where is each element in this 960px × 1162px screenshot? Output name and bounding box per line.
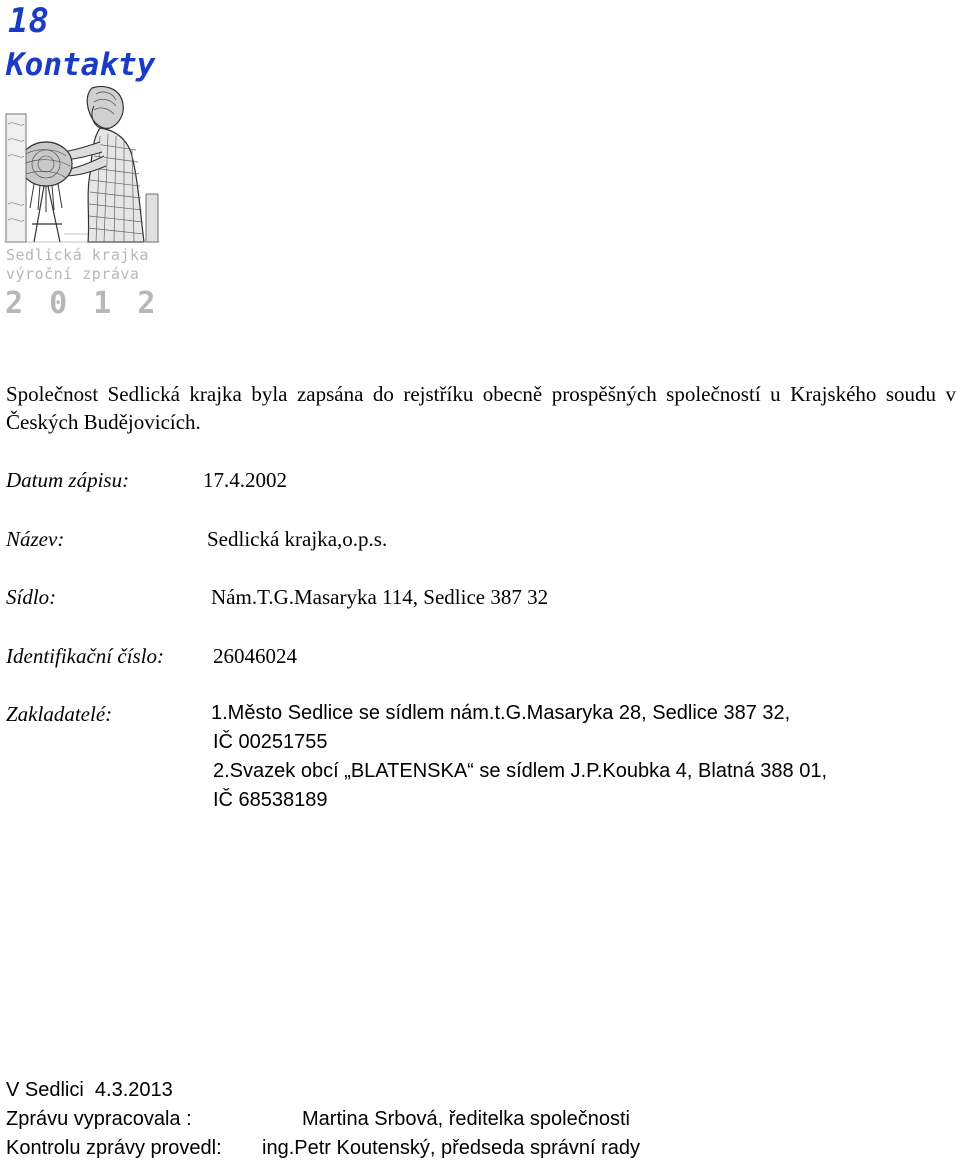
seat-label: Sídlo:: [6, 585, 57, 609]
name-value: Sedlická krajka,o.p.s.: [207, 527, 388, 551]
founder-2: 2.Svazek obcí „BLATENSKA“ se sídlem J.P.Koubka 4, Blatná 388 01,: [213, 760, 828, 782]
founder-1: 1.Město Sedlice se sídlem nám.t.G.Masaryka 28, Sedlice 387 32,: [211, 702, 791, 724]
seat-value: Nám.T.G.Masaryka 114, Sedlice 387 32: [211, 585, 549, 609]
founder-2-id: IČ 68538189: [213, 789, 328, 811]
lacemaker-illustration: [4, 84, 160, 244]
prepared-value: Martina Srbová, ředitelka společnosti: [302, 1108, 630, 1130]
brand-year: 2 0 1 2: [5, 286, 160, 321]
brand-name: Sedlická krajka: [6, 246, 149, 264]
id-value: 26046024: [213, 644, 297, 668]
brand-subtitle: výroční zpráva: [6, 265, 140, 283]
prepared-label: Zprávu vypracovala :: [6, 1108, 192, 1130]
founder-1-id: IČ 00251755: [213, 731, 328, 753]
date-value: 17.4.2002: [203, 468, 287, 492]
page-number: 18: [8, 1, 49, 41]
chapter-title: Kontakty: [6, 47, 156, 83]
name-label: Název:: [6, 527, 65, 551]
id-label: Identifikační číslo:: [6, 644, 165, 668]
place-date: V Sedlici 4.3.2013: [6, 1079, 173, 1101]
checked-value: ing.Petr Koutenský, předseda správní rady: [262, 1137, 640, 1159]
intro-paragraph: Společnost Sedlická krajka byla zapsána do rejstříku obecně prospěšných společností u Krajského soudu v Českých Budějovicích.: [6, 382, 956, 434]
date-label: Datum zápisu:: [6, 468, 130, 492]
founders-label: Zakladatelé:: [6, 702, 113, 726]
checked-label: Kontrolu zprávy provedl:: [6, 1137, 222, 1159]
